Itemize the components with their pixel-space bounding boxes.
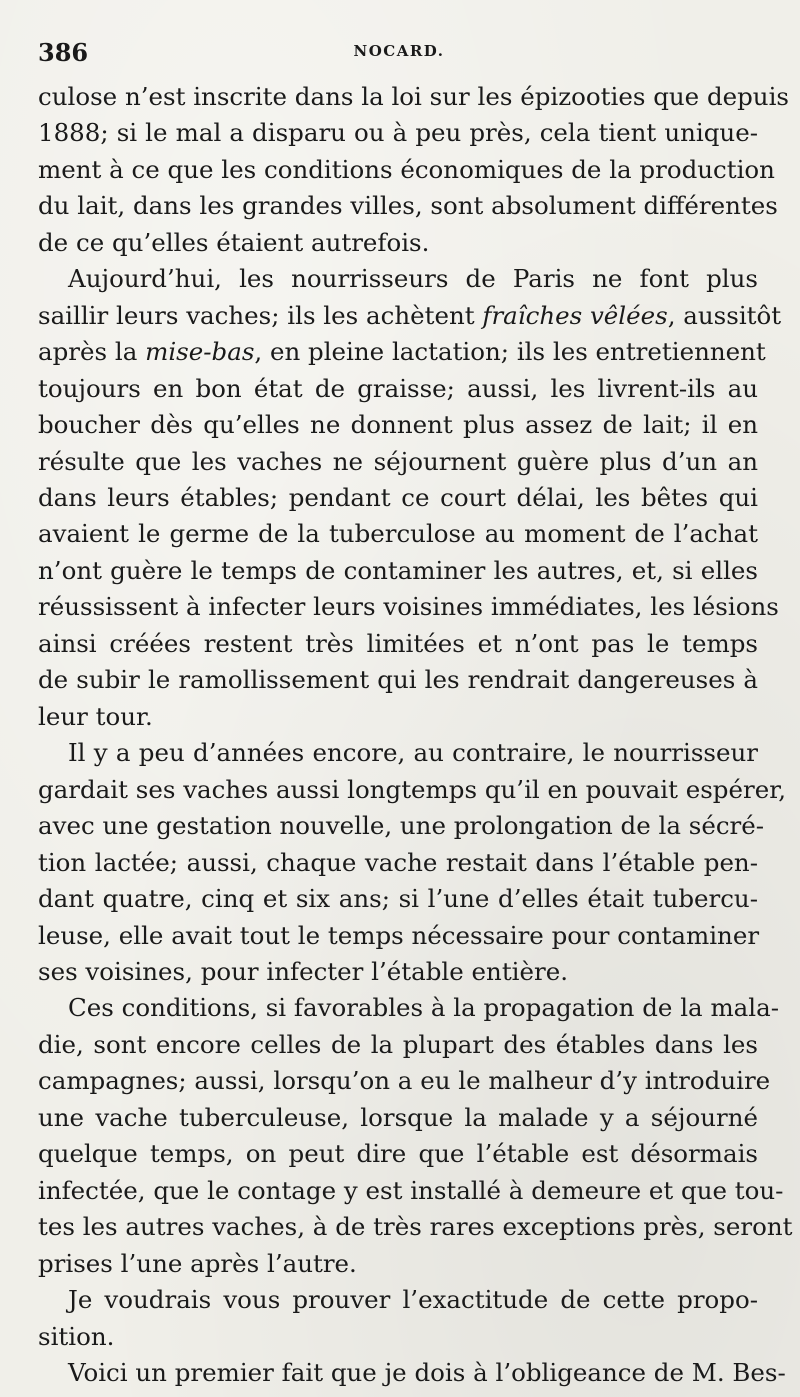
text-line <box>38 298 782 334</box>
italic-term: fraîches vêlées <box>482 301 668 330</box>
text-line: de ce qu’elles étaient autrefois. <box>38 228 430 257</box>
text-line: n’ont guère le temps de contaminer les autres, et, si elles <box>38 556 758 585</box>
text-line: gardait ses vaches aussi longtemps qu’il en pouvait espérer, <box>38 775 787 804</box>
text-line: du lait, dans les grandes villes, sont absolument différentes <box>38 191 778 220</box>
text-line: de subir le ramollissement qui les rendrait dangereuses à <box>38 665 758 694</box>
text-span: saillir leurs vaches; ils les achètent <box>38 301 475 330</box>
text-span: , en pleine lactation; ils les entretiennent <box>254 337 766 366</box>
text-line: Ces conditions, si favorables à la propagation de la mala- <box>68 993 780 1022</box>
text-line: avaient le germe de la tuberculose au moment de l’achat <box>38 519 758 548</box>
page-header <box>38 38 760 68</box>
text-line: sition. <box>38 1322 115 1351</box>
text-line: tion lactée; aussi, chaque vache restait dans l’étable pen- <box>38 848 758 877</box>
text-line: Voici un premier fait que je dois à l’obligeance de M. Bes- <box>68 1358 786 1387</box>
text-line: campagnes; aussi, lorsqu’on a eu le malheur d’y introduire <box>38 1066 771 1095</box>
text-line: réussissent à infecter leurs voisines immédiates, les lésions <box>38 592 779 621</box>
text-line: résulte que les vaches ne séjournent guère plus d’un an <box>38 447 758 476</box>
text-line: dans leurs étables; pendant ce court délai, les bêtes qui <box>38 483 758 512</box>
text-span: après la <box>38 337 138 366</box>
italic-term: mise-bas <box>145 337 255 366</box>
text-line: 1888; si le mal a disparu ou à peu près, cela tient unique- <box>38 118 758 147</box>
text-line: leuse, elle avait tout le temps nécessaire pour contaminer <box>38 921 760 950</box>
text-line: avec une gestation nouvelle, une prolongation de la sécré- <box>38 811 765 840</box>
text-line: quelque temps, on peut dire que l’étable est désormais <box>38 1139 758 1168</box>
text-line: dant quatre, cinq et six ans; si l’une d’elles était tubercu- <box>38 884 758 913</box>
text-line: Il y a peu d’années encore, au contraire, le nourrisseur <box>68 738 758 767</box>
text-line: die, sont encore celles de la plupart des étables dans les <box>38 1030 758 1059</box>
text-span: , aussitôt <box>667 301 782 330</box>
text-line: culose n’est inscrite dans la loi sur les épizooties que depuis <box>38 82 789 111</box>
text-line: boucher dès qu’elles ne donnent plus assez de lait; il en <box>38 410 758 439</box>
text-line: prises l’une après l’autre. <box>38 1249 357 1278</box>
text-line: toujours en bon état de graisse; aussi, les livrent-ils au <box>38 374 758 403</box>
text-line: ses voisines, pour infecter l’étable entière. <box>38 957 568 986</box>
text-line: ainsi créées restent très limitées et n’ont pas le temps <box>38 629 758 658</box>
text-line: leur tour. <box>38 702 153 731</box>
running-head: NOCARD. <box>353 42 445 60</box>
page-number: 386 <box>38 38 89 67</box>
text-line: tes les autres vaches, à de très rares exceptions près, seront <box>38 1212 793 1241</box>
text-line: infectée, que le contage y est installé à demeure et que tou- <box>38 1176 784 1205</box>
text-line: une vache tuberculeuse, lorsque la malade y a séjourné <box>38 1103 758 1132</box>
text-line: Aujourd’hui, les nourrisseurs de Paris ne font plus <box>68 264 758 293</box>
text-line: ment à ce que les conditions économiques de la production <box>38 155 775 184</box>
text-line: Je voudrais vous prouver l’exactitude de cette propo- <box>68 1285 758 1314</box>
text-line <box>38 334 766 370</box>
